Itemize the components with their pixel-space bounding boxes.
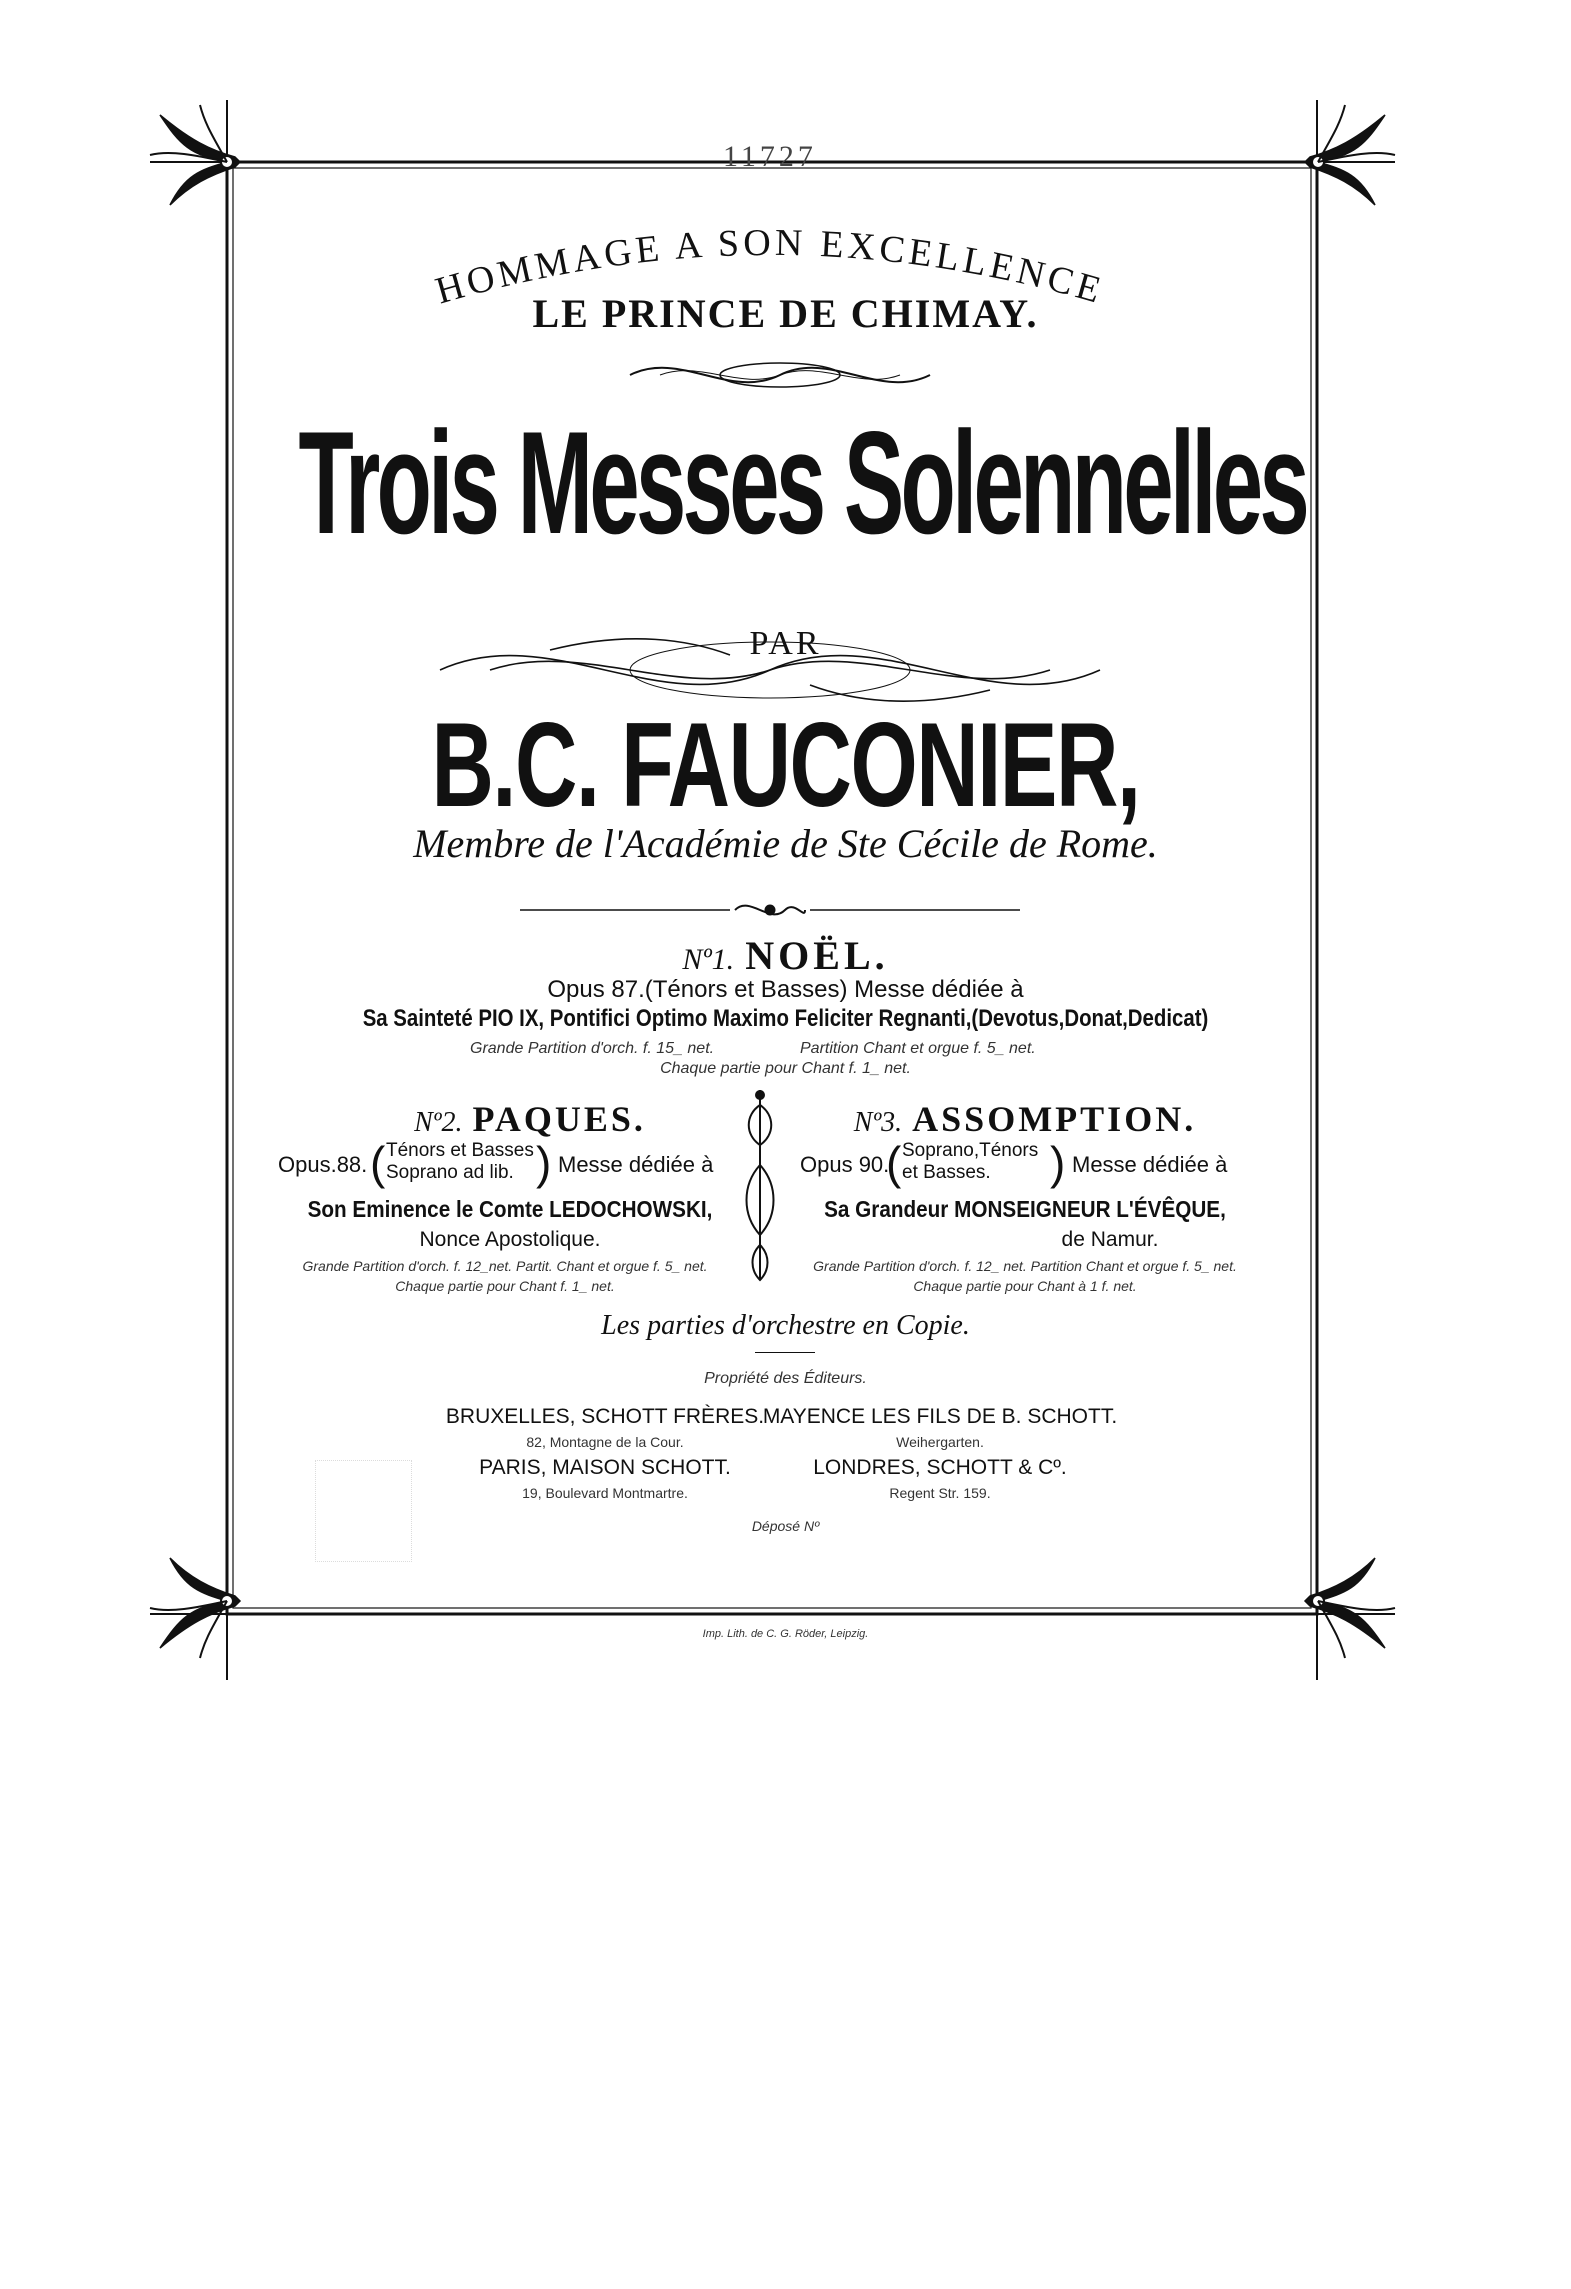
mass3-place: de Namur. <box>1061 1228 1159 1251</box>
mass3-prices-1: Grande Partition d'orch. f. 12_ net. Partition Chant et orgue f. 5_ net. <box>813 1258 1237 1274</box>
publisher-bruxelles-address: 82, Montagne de la Cour. <box>526 1434 684 1450</box>
mass3-opus-line <box>800 1137 1260 1190</box>
mass1-price-organ: Partition Chant et orgue f. 5_ net. <box>800 1040 1036 1057</box>
mass3-heading <box>800 1098 1250 1140</box>
short-rule <box>755 1352 815 1353</box>
publisher-londres-address: Regent Str. 159. <box>889 1485 991 1501</box>
publisher-londres: LONDRES, SCHOTT & Cº. <box>813 1456 1067 1479</box>
mass1-price-part: Chaque partie pour Chant f. 1_ net. <box>660 1060 911 1077</box>
mass2-messe: Messe dédiée à <box>558 1152 714 1177</box>
mass3-opus: Opus 90. <box>800 1152 890 1177</box>
mass2-voices-brace-left: ( <box>370 1137 386 1189</box>
mass3-number: Nº3. <box>853 1107 903 1138</box>
orchestra-note: Les parties d'orchestre en Copie. <box>601 1310 970 1341</box>
mass3-messe: Messe dédiée à <box>1072 1152 1228 1177</box>
mass3-name: ASSOMPTION. <box>912 1099 1197 1139</box>
composer-name: B.C. FAUCONIER, <box>431 698 1140 832</box>
publisher-mayence: MAYENCE LES FILS DE B. SCHOTT. <box>762 1405 1118 1428</box>
composer-affiliation: Membre de l'Académie de Ste Cécile de Rome. <box>413 821 1158 866</box>
mass2-voices-brace-right: ) <box>536 1137 552 1189</box>
mass2-voices-2: Soprano ad lib. <box>386 1162 514 1183</box>
publisher-bruxelles: BRUXELLES, SCHOTT FRÈRES. <box>445 1405 765 1428</box>
mass1-opus: Opus 87.(Ténors et Basses) Messe dédiée à <box>547 976 1024 1003</box>
corner-ornament-top-right <box>1285 95 1405 215</box>
dedication-line-1-text: HOMMAGE A SON EXCELLENCE <box>431 221 1109 313</box>
mass1-dedicatee: Sa Sainteté PIO IX, Pontifici Optimo Maximo Feliciter Regnanti,(Devotus,Donat,Dedicat) <box>362 1005 1209 1032</box>
mass2-opus: Opus.88. <box>278 1152 368 1177</box>
mass3-voices-1: Soprano,Ténors <box>902 1140 1039 1161</box>
divider-ornament <box>520 890 1020 930</box>
property-note: Propriété des Éditeurs. <box>704 1370 867 1387</box>
publisher-mayence-address: Weihergarten. <box>896 1434 984 1450</box>
dedication-line-2: LE PRINCE DE CHIMAY. <box>532 291 1039 336</box>
corner-ornament-bottom-left <box>140 1548 260 1668</box>
mass2-title: Nonce Apostolique. <box>419 1228 601 1251</box>
par-label: PAR <box>749 625 822 662</box>
mass1-name: NOËL. <box>745 933 889 978</box>
mass2-opus-line <box>278 1137 748 1190</box>
mass1-price-score: Grande Partition d'orch. f. 15_ net. <box>470 1040 715 1057</box>
flourish-top <box>620 345 940 405</box>
mass2-dedicatee: Son Eminence le Comte LEDOCHOWSKI, <box>307 1196 713 1222</box>
corner-ornament-top-left <box>140 95 260 215</box>
main-title: Trois Messes Solennelles <box>298 401 1307 564</box>
mass1-number: Nº1. <box>682 943 735 976</box>
publisher-paris-address: 19, Boulevard Montmartre. <box>522 1485 688 1501</box>
mass3-prices-2: Chaque partie pour Chant à 1 f. net. <box>913 1278 1137 1294</box>
mass2-heading <box>340 1098 720 1140</box>
mass3-voices-2: et Basses. <box>902 1162 991 1183</box>
library-stamp <box>315 1460 412 1562</box>
mass2-prices-1: Grande Partition d'orch. f. 12_net. Partit. Chant et orgue f. 5_ net. <box>302 1258 708 1274</box>
plate-number: 11727 <box>723 140 817 173</box>
printer-credit: Imp. Lith. de C. G. Röder, Leipzig. <box>702 1628 869 1640</box>
publisher-paris: PARIS, MAISON SCHOTT. <box>479 1456 731 1479</box>
mass2-number: Nº2. <box>414 1107 463 1138</box>
mass2-voices-1: Ténors et Basses <box>386 1140 534 1161</box>
mass3-voices-brace-right: ) <box>1050 1137 1066 1189</box>
depose-label: Déposé Nº <box>751 1518 820 1534</box>
mass2-name: PAQUES. <box>472 1099 646 1139</box>
mass3-voices-brace-left: ( <box>886 1137 902 1189</box>
mass3-dedicatee: Sa Grandeur MONSEIGNEUR L'ÉVÊQUE, <box>824 1196 1226 1222</box>
mass1-heading <box>0 932 1571 979</box>
mass2-prices-2: Chaque partie pour Chant f. 1_ net. <box>395 1278 615 1294</box>
corner-ornament-bottom-right <box>1285 1548 1405 1668</box>
